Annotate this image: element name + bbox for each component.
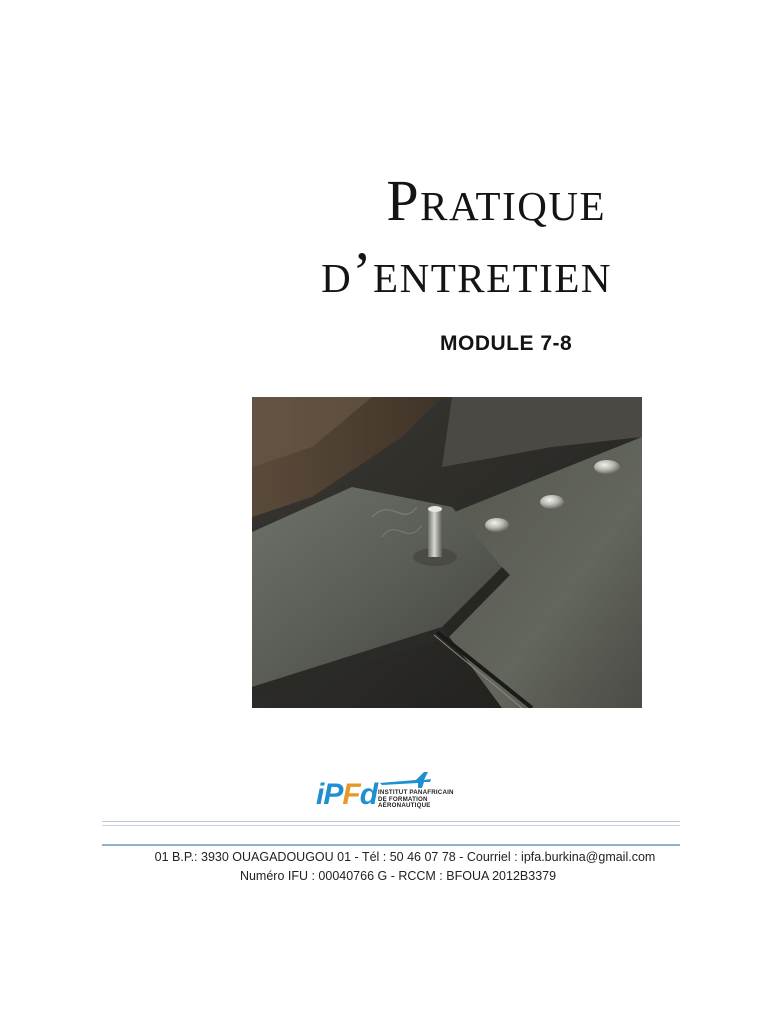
ipfa-logo-text <box>378 790 454 810</box>
logo-text-line-3: AÉRONAUTIQUE <box>378 802 431 810</box>
logo-letter-i: i <box>316 778 324 811</box>
riveted-sheet-metal-photo <box>252 397 642 708</box>
logo-text-line-2: DE FORMATION <box>378 795 428 803</box>
logo-text-line-1: INSTITUT PANAFRICAIN <box>378 789 454 796</box>
title-line-1: Pratique <box>386 168 606 233</box>
module-label: MODULE 7-8 <box>440 332 573 355</box>
footer-registration: Numéro IFU : 00040766 G - RCCM : BFOUA 2012B3379 <box>239 869 557 883</box>
logo-letter-f: F <box>342 778 360 811</box>
divider-line <box>102 844 680 846</box>
logo-letter-d: d <box>359 778 378 811</box>
logo-letter-p: P <box>323 778 343 811</box>
title-line-2: d’entretien <box>321 240 612 305</box>
footer-address: 01 B.P.: 3930 OUAGADOUGOU 01 - Tél : 50 46 07 78 - Courriel : ipfa.burkina@gmail.com <box>154 850 656 864</box>
divider-line <box>102 821 680 822</box>
divider-line <box>102 825 680 826</box>
ipfa-logo-mark <box>316 780 377 810</box>
ipfa-logo <box>316 770 486 816</box>
airplane-icon <box>378 770 432 790</box>
